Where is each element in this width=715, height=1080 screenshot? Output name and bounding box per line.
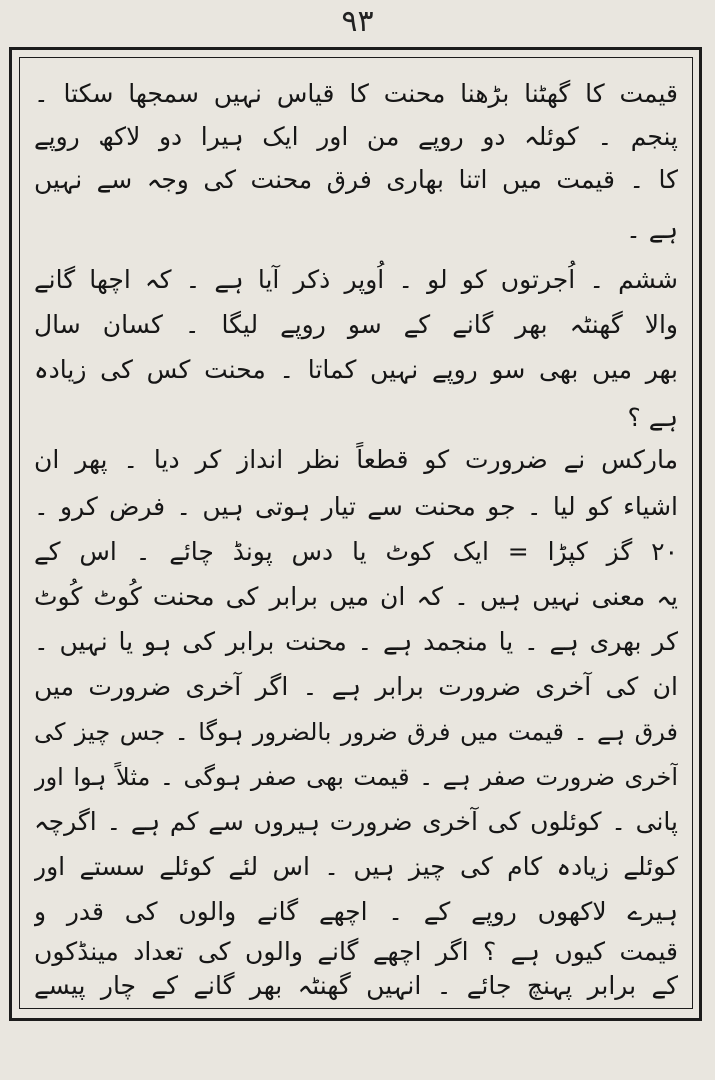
text-line: ششم ۔ اُجرتوں کو لو ۔ اُوپر ذکر آیا ہے ۔ کہ اچھا گانے xyxy=(34,265,678,294)
text-line: پانی ۔ کوئلوں کی آخری ضرورت ہیروں سے کم ہے ۔ اگرچہ xyxy=(34,807,678,836)
text-line: ان کی آخری ضرورت برابر ہے ۔ اگر آخری ضرورت میں xyxy=(34,672,678,701)
text-line: بھر میں بھی سو روپے نہیں کماتا ۔ محنت کس کی زیادہ xyxy=(34,355,678,384)
text-line: ہے ؟ xyxy=(627,403,678,432)
text-line: قیمت کیوں ہے ؟ اگر اچھے گانے والوں کی تعداد مینڈکوں xyxy=(34,937,678,966)
text-line: ہیرے لاکھوں روپے کے ۔ اچھے گانے والوں کی قدر و xyxy=(34,897,678,926)
text-line: مارکس نے ضرورت کو قطعاً نظر انداز کر دیا ۔ پھر ان xyxy=(34,445,678,474)
text-line: آخری ضرورت صفر ہے ۔ قیمت بھی صفر ہوگی ۔ مثلاً ہوا اور xyxy=(34,763,678,791)
text-line: اشیاء کو لیا ۔ جو محنت سے تیار ہوتی ہیں ۔ فرض کرو ۔ xyxy=(34,492,678,521)
text-line: والا گھنٹہ بھر گانے کے سو روپے لیگا ۔ کسان سال xyxy=(34,310,678,339)
text-line: فرق ہے ۔ قیمت میں فرق ضرور بالضرور ہوگا ۔ جس چیز کی xyxy=(34,718,678,746)
text-line: کر بھری ہے ۔ یا منجمد ہے ۔ محنت برابر کی ہو یا نہیں ۔ xyxy=(34,627,678,656)
page-number: ٩٣ xyxy=(341,4,374,39)
body-text xyxy=(34,64,678,1004)
text-line: کوئلے زیادہ کام کی چیز ہیں ۔ اس لئے کوئلے سستے اور xyxy=(34,852,678,881)
text-line: ہے ۔ xyxy=(626,215,678,244)
text-line: پنجم ۔ کوئلہ دو روپے من اور ایک ہیرا دو لاکھ روپے xyxy=(34,122,678,151)
text-line: ۲۰ گز کپڑا = ایک کوٹ یا دس پونڈ چائے ۔ اس کے xyxy=(34,537,678,566)
text-line: کے برابر پہنچ جائے ۔ انہیں گھنٹہ بھر گانے کے چار پیسے xyxy=(34,971,678,1000)
text-line: یہ معنی نہیں ہیں ۔ کہ ان میں برابر کی محنت کُوٹ کُوٹ xyxy=(34,582,678,611)
text-line: کا ۔ قیمت میں اتنا بھاری فرق محنت کی وجہ سے نہیں xyxy=(34,165,678,194)
text-line: قیمت کا گھٹنا بڑھنا محنت کا قیاس نہیں سمجھا سکتا ۔ xyxy=(34,79,678,108)
